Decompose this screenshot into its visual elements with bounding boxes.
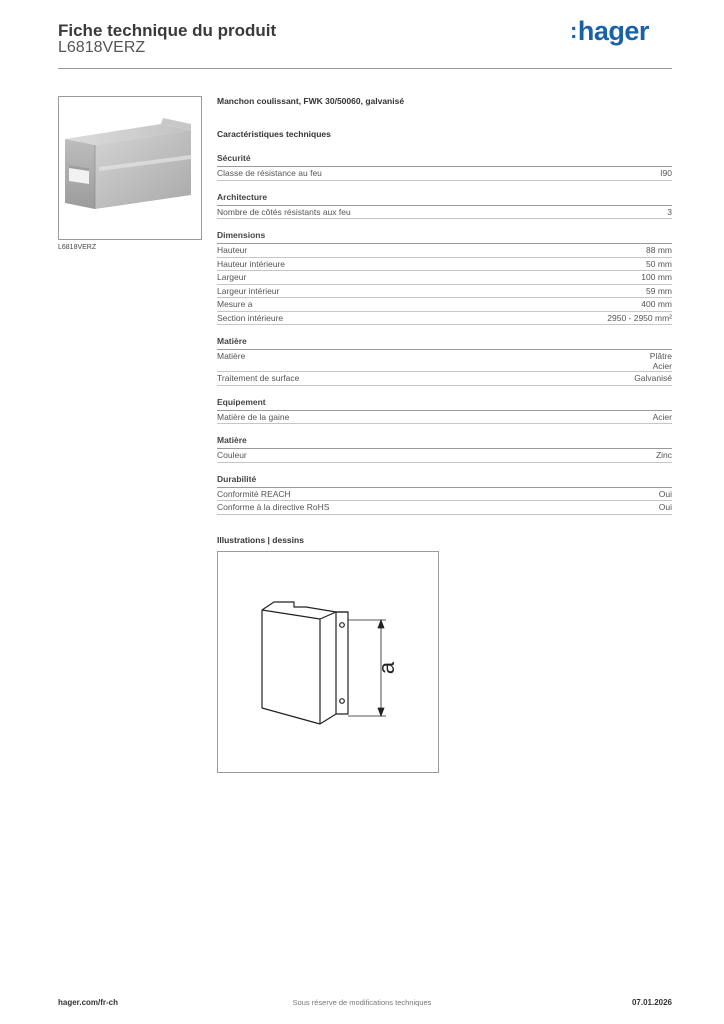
product-photo [58,96,202,240]
spec-label: Section intérieure [217,312,284,323]
spec-group-durabilite [217,474,672,515]
spec-row [217,350,672,372]
spec-group-title: Durabilité [217,474,672,488]
spec-value: Zinc [655,450,672,460]
spec-group-title: Dimensions [217,230,672,244]
spec-label: Largeur intérieur [217,285,280,296]
spec-row [217,449,672,463]
characteristics-heading: Caractéristiques techniques [217,129,331,139]
footer-date: 07.01.2026 [631,998,672,1007]
spec-row [217,488,672,502]
spec-label: Classe de résistance au feu [217,168,322,178]
spec-value: 59 mm [646,285,672,296]
page-title: Fiche technique du produit [58,21,277,40]
spec-value: I90 [660,168,672,178]
spec-group-equipement [217,397,672,425]
spec-group-title: Equipement [217,397,672,411]
spec-label: Traitement de surface [217,373,300,383]
spec-label: Mesure a [217,299,253,309]
footer-notice: Sous réserve de modifications techniques [292,998,432,1007]
spec-row [217,285,672,299]
spec-row [217,372,672,386]
spec-value: Oui [658,488,672,499]
spec-group-architecture [217,192,672,220]
spec-value: 100 mm [641,272,672,282]
spec-value: Galvanisé [634,373,672,383]
spec-row [217,244,672,258]
spec-value: 50 mm [646,258,672,269]
spec-value: 2950 - 2950 mm² [607,312,672,323]
spec-label: Couleur [217,450,247,460]
spec-label: Hauteur intérieure [217,258,286,269]
spec-value [650,351,672,371]
technical-drawing-svg [218,552,438,772]
spec-label: Matière de la gaine [217,411,290,422]
spec-group-couleur [217,435,672,463]
drawings-heading: Illustrations | dessins [217,534,304,545]
spec-value-line: Plâtre [649,351,672,361]
spec-row [217,411,672,425]
photo-caption: L6818VERZ [58,244,97,251]
spec-value: 88 mm [646,245,672,255]
spec-group-matiere [217,336,672,386]
footer-website[interactable]: hager.com/fr-ch [58,998,119,1007]
spec-group-title: Sécurité [217,153,672,167]
hager-logo [570,16,649,47]
spec-label: Conformité REACH [217,488,291,499]
header-divider [58,68,672,69]
spec-value: 3 [667,206,672,217]
technical-drawing [217,551,439,773]
product-code: L6818VERZ [58,39,146,56]
spec-group-title: Matière [217,435,672,449]
dimension-label-a: a [374,661,399,674]
spec-group-title: Matière [217,336,672,350]
spec-row [217,501,672,515]
spec-value-line: Acier [652,361,672,371]
spec-group-dimensions [217,230,672,325]
spec-row [217,298,672,312]
spec-row [217,271,672,285]
spec-row [217,312,672,326]
logo-colon: : [570,18,577,43]
spec-row [217,167,672,181]
spec-label: Hauteur [217,245,248,255]
spec-value: Oui [658,502,672,512]
spec-label: Matière [217,351,246,361]
spec-group-securite [217,153,672,181]
spec-label: Conforme à la directive RoHS [217,502,330,512]
logo-text: hager [577,16,649,46]
spec-group-title: Architecture [217,192,672,206]
spec-row [217,206,672,220]
spec-label: Nombre de côtés résistants aux feu [217,206,351,217]
product-description: Manchon coulissant, FWK 30/50060, galvanisé [217,96,405,106]
spec-label: Largeur [217,272,247,282]
product-photo-image [59,97,201,239]
spec-row [217,258,672,272]
spec-value: Acier [652,411,672,422]
spec-value: 400 mm [641,299,672,309]
spec-content [217,96,672,773]
